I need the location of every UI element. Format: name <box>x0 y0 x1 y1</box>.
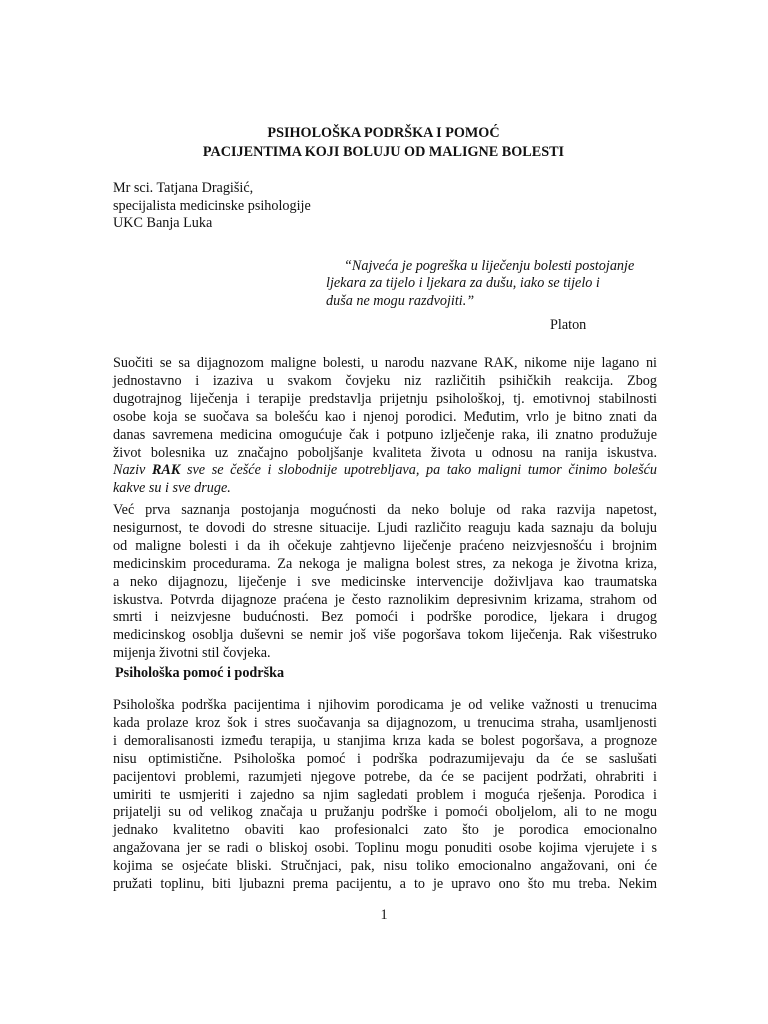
paragraph-line: jednako kvalitetno obaviti kao profesionalci zato što je porodica emocionalno <box>113 822 657 839</box>
title-line-1: PSIHOLOŠKA PODRŠKA I POMOĆ <box>267 125 500 141</box>
section-heading: Psihološka pomoć i podrška <box>115 665 285 681</box>
paragraph-line: kada prolaze kroz šok i stres suočavanja sa dijagnozom, u trenucima straha, usamljenosti <box>113 714 657 731</box>
author-name: Mr sci. Tatjana Dragišić, <box>113 180 254 196</box>
paragraph-support <box>113 697 657 894</box>
epigraph <box>326 258 676 335</box>
paragraph-line: i demoralisanosti između terapija, u stanjima krıza kada se bolest pogoršava, a prognoze <box>113 732 657 749</box>
paragraph-line: iskustva. Potvrda dijagnoze praćena je često raznolikim depresivnim krizama, strahom od <box>113 591 657 608</box>
paragraph-intro <box>113 355 657 498</box>
paragraph-line: Suočiti se sa dijagnozom maligne bolesti, u narodu nazvane RAK, nikome nije lagano ni <box>113 355 657 371</box>
paragraph-line: prijatelji su od velikog značaja u pružanju podrške i pomoći oboljelom, ali to ne mogu <box>113 804 657 821</box>
paragraph-line: umiriti te usmjeriti i zajedno sa njim sagledati problem i moguća rješenja. Porodica i <box>113 786 657 803</box>
paragraph-line: kojima se osjećate bliski. Stručnjaci, pak, nisu toliko emocionalno angažovani, oni će <box>113 858 657 875</box>
paragraph-line: život bolesnika uz značajno poboljšanje kvaliteta života u odnosu na ranija iskustva. <box>113 444 657 461</box>
italic-suffix: sve se češće i slobodnije upotrebljava, pa tako maligni tumor činimo bolešću <box>180 462 657 479</box>
author-block <box>113 180 513 233</box>
paragraph-line: smrti i neizvjesne budućnosti. Bez pomoći i podrške porodice, ljekara i drugog <box>113 609 657 626</box>
paragraph-line: a neko dijagnozu, liječenje i sve medicinske intervencije doživljava kao traumatska <box>113 573 657 590</box>
title-line-2: PACIJENTIMA KOJI BOLUJU OD MALIGNE BOLESTI <box>202 144 565 160</box>
rak-term: RAK <box>151 462 181 479</box>
epigraph-line: “Najveća je pogreška u liječenju bolesti postojanje <box>344 258 635 274</box>
paragraph-line: osobe koja se suočava sa bolešću kao i njenoj porodici. Međutim, vrlo je bitno znati da <box>113 408 657 425</box>
paragraph-line: Već prva saznanja postojanja mogućnosti da neko boluje od raka razvija napetost, <box>113 502 657 518</box>
paragraph-line: danas savremena medicina omogućuje čak i potpuno izlječenje raka, ili znatno produžuje <box>113 426 657 443</box>
paragraph-line: od maligne bolesti i da ih očekuje zahtjevno liječenje praćeno neizvjesnošću i brojnim <box>113 537 657 554</box>
paragraph-line: nisu optimistične. Psihološka pomoć i podrška podrazumijevaju da će se saslušati <box>113 750 657 767</box>
epigraph-line: duša ne mogu razdvojiti.” <box>326 292 475 309</box>
paragraph-line: medicinskog osoblja duševni se nemir još više pogoršava tokom liječenja. Rak višestruko <box>113 627 657 644</box>
paragraph-line: pružati toplinu, biti ljubazni prema pacijentu, a to je upravo ono što mu treba. Nekim <box>113 876 657 893</box>
author-institution: UKC Banja Luka <box>113 215 213 232</box>
paragraph-italic-line <box>113 480 657 498</box>
paragraph-line: angažovana jer se radi o bliskoj osobi. Toplinu mogu ponuditi osobe kojima vjerujete i s <box>113 840 657 857</box>
italic-ending: kakve su i sve druge. <box>113 480 231 497</box>
italic-prefix: Naziv <box>113 462 152 479</box>
paragraph-italic-line <box>113 462 657 480</box>
epigraph-line: ljekara za tijelo i ljekara za dušu, iako se tijelo i <box>326 275 600 292</box>
paragraph-line: pacijentovi problemi, razumjeti njegove potrebe, da će se pacijent podržati, ohrabriti i <box>113 768 657 785</box>
paragraph-line: Psihološka podrška pacijentima i njihovim porodicama je od velike važnosti u trenucima <box>113 697 657 713</box>
author-role: specijalista medicinske psihologije <box>113 197 311 214</box>
paragraph-line: jednostavno i izaziva u svakom čovjeku niz različitih psihičkih reakcija. Zbog <box>113 372 657 389</box>
paragraph-reactions <box>113 502 657 663</box>
paragraph-line: medicinskim procedurama. Za nekoga je maligna bolest stres, za nekoga je životna kriza, <box>113 555 657 572</box>
paragraph-line: dugotrajnog liječenja i terapije predstavlja prijetnju psihološkoj, tj. emotivnoj stabilnosti <box>113 390 657 407</box>
epigraph-source: Platon <box>550 316 587 333</box>
page-number: 1 <box>380 907 388 923</box>
document-title <box>150 124 617 162</box>
paragraph-line: mijenja životni stil čovjeka. <box>113 645 271 662</box>
paragraph-line: nesigurnost, te dovodi do stresne situacije. Ljudi različito reaguju kada saznaju da boluju <box>113 519 657 536</box>
